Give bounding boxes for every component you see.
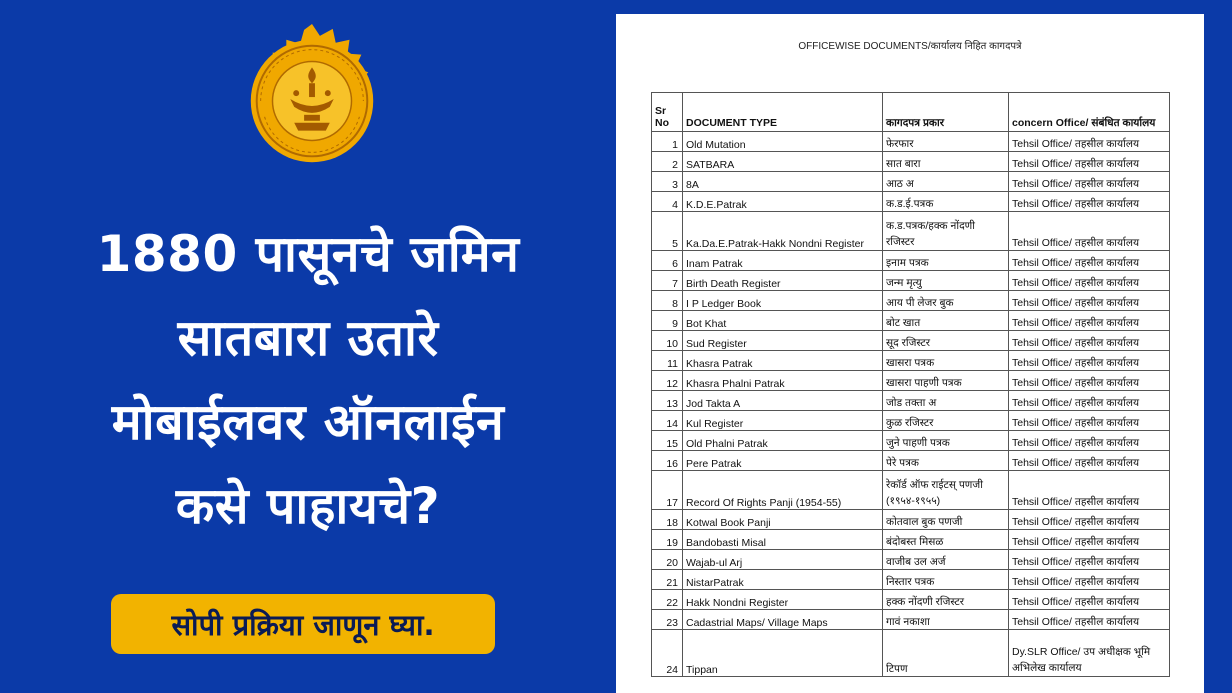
- cell-sr-no: 10: [652, 331, 683, 351]
- table-row: [652, 570, 1170, 590]
- cell-document-type: NistarPatrak: [683, 570, 883, 590]
- table-row: [652, 311, 1170, 331]
- cell-sr-no: 17: [652, 471, 683, 510]
- headline-line-4: कसे पाहायचे?: [175, 477, 441, 535]
- cell-concern-office: Tehsil Office/ तहसील कार्यालय: [1009, 471, 1170, 510]
- cell-marathi-type: इनाम पत्रक: [883, 251, 1009, 271]
- table-row: [652, 510, 1170, 530]
- cell-marathi-type: बंदोबस्त मिसळ: [883, 530, 1009, 550]
- table-row: [652, 291, 1170, 311]
- maharashtra-government-seal: [233, 22, 391, 180]
- cell-concern-office: Tehsil Office/ तहसील कार्यालय: [1009, 451, 1170, 471]
- cell-document-type: Ka.Da.E.Patrak-Hakk Nondni Register: [683, 212, 883, 251]
- documents-table: [651, 92, 1170, 677]
- cell-concern-office: Tehsil Office/ तहसील कार्यालय: [1009, 212, 1170, 251]
- table-row: [652, 391, 1170, 411]
- cell-marathi-type: बोट खात: [883, 311, 1009, 331]
- headline-line-1: 1880 पासूनचे जमिन: [96, 225, 520, 283]
- maharashtra-government-seal-icon: [233, 22, 391, 180]
- cell-document-type: Birth Death Register: [683, 271, 883, 291]
- cell-document-type: Khasra Patrak: [683, 351, 883, 371]
- cell-concern-office: Tehsil Office/ तहसील कार्यालय: [1009, 530, 1170, 550]
- cell-document-type: Cadastrial Maps/ Village Maps: [683, 610, 883, 630]
- cell-sr-no: 20: [652, 550, 683, 570]
- cell-sr-no: 15: [652, 431, 683, 451]
- cell-concern-office: Tehsil Office/ तहसील कार्यालय: [1009, 610, 1170, 630]
- cell-document-type: Inam Patrak: [683, 251, 883, 271]
- header-concern-office: concern Office/ संबंधित कार्यालय: [1009, 93, 1170, 132]
- cell-marathi-type: रेकॉर्ड ऑफ राईटस् पणजी (१९५४-१९५५): [883, 471, 1009, 510]
- cell-document-type: I P Ledger Book: [683, 291, 883, 311]
- cell-document-type: Kul Register: [683, 411, 883, 431]
- cell-document-type: Pere Patrak: [683, 451, 883, 471]
- cell-marathi-type: खासरा पाहणी पत्रक: [883, 371, 1009, 391]
- cell-document-type: K.D.E.Patrak: [683, 192, 883, 212]
- cell-marathi-type: कुळ रजिस्टर: [883, 411, 1009, 431]
- cell-sr-no: 24: [652, 630, 683, 677]
- table-row: [652, 371, 1170, 391]
- table-row: [652, 431, 1170, 451]
- cell-concern-office: Tehsil Office/ तहसील कार्यालय: [1009, 251, 1170, 271]
- cell-sr-no: 19: [652, 530, 683, 550]
- table-row: [652, 451, 1170, 471]
- cell-concern-office: Tehsil Office/ तहसील कार्यालय: [1009, 391, 1170, 411]
- cell-concern-office: Tehsil Office/ तहसील कार्यालय: [1009, 192, 1170, 212]
- cell-sr-no: 23: [652, 610, 683, 630]
- table-row: [652, 411, 1170, 431]
- cell-marathi-type: जोड तक्ता अ: [883, 391, 1009, 411]
- learn-process-button[interactable]: सोपी प्रक्रिया जाणून घ्या.: [111, 594, 495, 654]
- cell-marathi-type: आठ अ: [883, 172, 1009, 192]
- cell-sr-no: 12: [652, 371, 683, 391]
- cell-concern-office: Tehsil Office/ तहसील कार्यालय: [1009, 172, 1170, 192]
- cell-concern-office: Tehsil Office/ तहसील कार्यालय: [1009, 271, 1170, 291]
- table-row: [652, 192, 1170, 212]
- table-row: [652, 630, 1170, 677]
- table-header-row: [652, 93, 1170, 132]
- cell-concern-office: Tehsil Office/ तहसील कार्यालय: [1009, 371, 1170, 391]
- cell-sr-no: 21: [652, 570, 683, 590]
- cell-concern-office: Tehsil Office/ तहसील कार्यालय: [1009, 152, 1170, 172]
- cell-marathi-type: कोतवाल बुक पणजी: [883, 510, 1009, 530]
- cell-marathi-type: जुने पाहणी पत्रक: [883, 431, 1009, 451]
- cell-document-type: Hakk Nondni Register: [683, 590, 883, 610]
- cell-marathi-type: टिपण: [883, 630, 1009, 677]
- headline-line-3: मोबाईलवर ऑनलाईन: [111, 393, 505, 451]
- cell-document-type: Wajab-ul Arj: [683, 550, 883, 570]
- cell-concern-office: Tehsil Office/ तहसील कार्यालय: [1009, 291, 1170, 311]
- cell-concern-office: Tehsil Office/ तहसील कार्यालय: [1009, 132, 1170, 152]
- cell-concern-office: Tehsil Office/ तहसील कार्यालय: [1009, 550, 1170, 570]
- cell-concern-office: Tehsil Office/ तहसील कार्यालय: [1009, 311, 1170, 331]
- cell-sr-no: 3: [652, 172, 683, 192]
- cell-document-type: Old Phalni Patrak: [683, 431, 883, 451]
- table-row: [652, 471, 1170, 510]
- document-title: OFFICEWISE DOCUMENTS/कार्यालय निहित कागदपत्रे: [798, 41, 1022, 52]
- cell-concern-office: Tehsil Office/ तहसील कार्यालय: [1009, 431, 1170, 451]
- cell-sr-no: 18: [652, 510, 683, 530]
- cell-document-type: Bot Khat: [683, 311, 883, 331]
- cell-sr-no: 1: [652, 132, 683, 152]
- cell-marathi-type: फेरफार: [883, 132, 1009, 152]
- cell-sr-no: 5: [652, 212, 683, 251]
- document-panel: [616, 14, 1204, 693]
- cell-document-type: Jod Takta A: [683, 391, 883, 411]
- cell-marathi-type: निस्तार पत्रक: [883, 570, 1009, 590]
- table-row: [652, 271, 1170, 291]
- table-row: [652, 590, 1170, 610]
- cell-marathi-type: पेरे पत्रक: [883, 451, 1009, 471]
- headline-line-2: सातबारा उतारे: [177, 309, 439, 367]
- cell-document-type: Kotwal Book Panji: [683, 510, 883, 530]
- header-document-type: DOCUMENT TYPE: [683, 93, 883, 132]
- table-row: [652, 152, 1170, 172]
- cell-concern-office: Tehsil Office/ तहसील कार्यालय: [1009, 590, 1170, 610]
- cell-sr-no: 14: [652, 411, 683, 431]
- cell-sr-no: 16: [652, 451, 683, 471]
- cell-sr-no: 9: [652, 311, 683, 331]
- cell-marathi-type: आय पी लेजर बुक: [883, 291, 1009, 311]
- cell-concern-office: Tehsil Office/ तहसील कार्यालय: [1009, 570, 1170, 590]
- cell-sr-no: 7: [652, 271, 683, 291]
- cell-document-type: Bandobasti Misal: [683, 530, 883, 550]
- cell-sr-no: 13: [652, 391, 683, 411]
- cell-marathi-type: गावं नकाशा: [883, 610, 1009, 630]
- table-row: [652, 251, 1170, 271]
- cell-document-type: Khasra Phalni Patrak: [683, 371, 883, 391]
- cell-marathi-type: वाजीब उल अर्ज: [883, 550, 1009, 570]
- header-sr-no: Sr No: [652, 93, 683, 132]
- cell-document-type: Record Of Rights Panji (1954-55): [683, 471, 883, 510]
- table-row: [652, 550, 1170, 570]
- cell-marathi-type: क.ड.पत्रक/हक्क नोंदणी रजिस्टर: [883, 212, 1009, 251]
- cell-document-type: SATBARA: [683, 152, 883, 172]
- table-row: [652, 351, 1170, 371]
- cell-document-type: Old Mutation: [683, 132, 883, 152]
- table-row: [652, 530, 1170, 550]
- cell-concern-office: Tehsil Office/ तहसील कार्यालय: [1009, 351, 1170, 371]
- cell-document-type: Tippan: [683, 630, 883, 677]
- table-row: [652, 172, 1170, 192]
- table-row: [652, 132, 1170, 152]
- cell-concern-office: Tehsil Office/ तहसील कार्यालय: [1009, 411, 1170, 431]
- table-row: [652, 331, 1170, 351]
- cell-document-type: 8A: [683, 172, 883, 192]
- cell-marathi-type: हक्क नोंदणी रजिस्टर: [883, 590, 1009, 610]
- cell-sr-no: 8: [652, 291, 683, 311]
- header-marathi-type: कागदपत्र प्रकार: [883, 93, 1009, 132]
- cell-marathi-type: खासरा पत्रक: [883, 351, 1009, 371]
- cell-concern-office: Tehsil Office/ तहसील कार्यालय: [1009, 331, 1170, 351]
- cell-sr-no: 4: [652, 192, 683, 212]
- cell-sr-no: 11: [652, 351, 683, 371]
- cell-concern-office: Tehsil Office/ तहसील कार्यालय: [1009, 510, 1170, 530]
- headline: [18, 212, 598, 548]
- cell-marathi-type: सात बारा: [883, 152, 1009, 172]
- cell-document-type: Sud Register: [683, 331, 883, 351]
- table-row: [652, 212, 1170, 251]
- cell-sr-no: 2: [652, 152, 683, 172]
- cell-concern-office: Dy.SLR Office/ उप अधीक्षक भूमि अभिलेख कार्यालय: [1009, 630, 1170, 677]
- cell-marathi-type: क.ड.ई.पत्रक: [883, 192, 1009, 212]
- cell-marathi-type: सूद रजिस्टर: [883, 331, 1009, 351]
- cell-marathi-type: जन्म मृत्यु: [883, 271, 1009, 291]
- table-row: [652, 610, 1170, 630]
- cell-sr-no: 22: [652, 590, 683, 610]
- cell-sr-no: 6: [652, 251, 683, 271]
